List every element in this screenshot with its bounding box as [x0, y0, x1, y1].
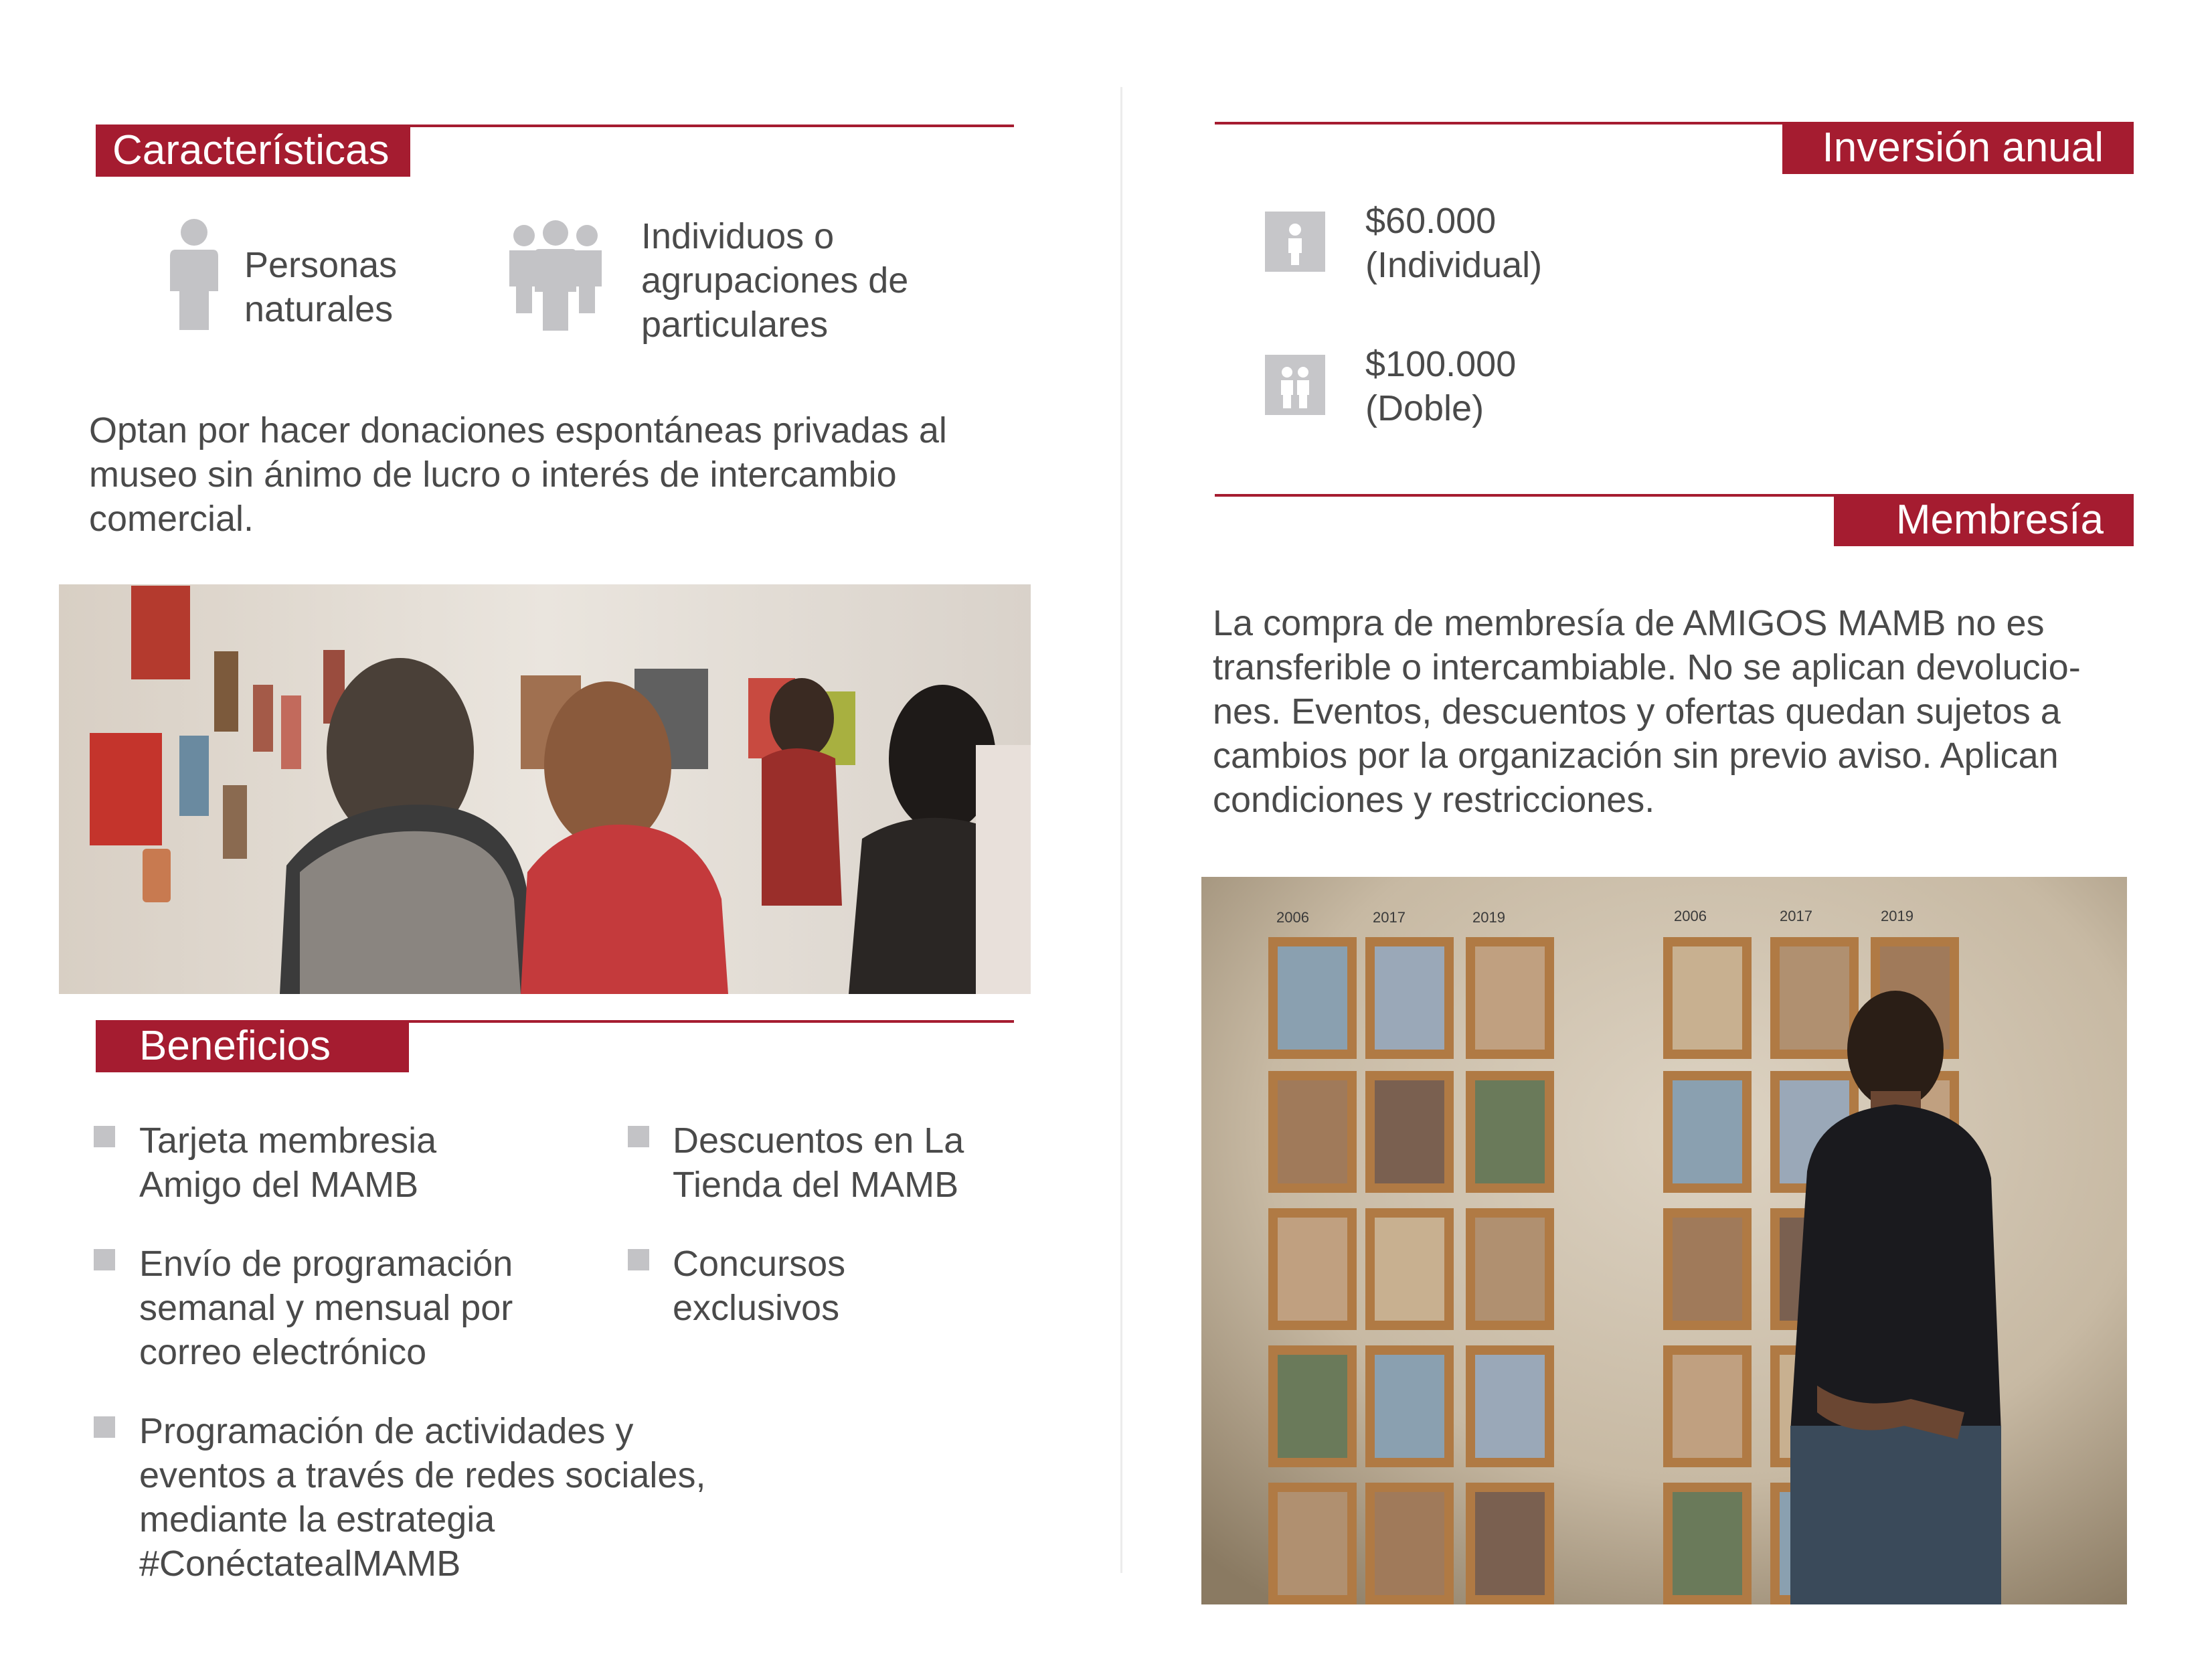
framed-photo	[1475, 1218, 1545, 1321]
bullet-icon	[94, 1416, 115, 1438]
plan-individual: $60.000 (Individual)	[1365, 201, 1543, 285]
benefit-envio: Envío de programación semanal y mensual por correo electrónico	[139, 1244, 513, 1372]
benefit-concursos: Concursos exclusivos	[673, 1244, 846, 1328]
framed-photo	[1375, 1355, 1444, 1458]
framed-photo	[1673, 1080, 1742, 1183]
framed-photo	[1673, 1492, 1742, 1595]
beneficios-heading: Beneficios	[96, 1020, 409, 1072]
single-person-icon	[1265, 212, 1325, 272]
caracteristicas-heading: Características	[96, 125, 410, 177]
year-label: 2017	[1373, 909, 1406, 926]
membresia-paragraph: La compra de membresía de AMIGOS MAMB no es transferible o intercambiable. No se aplican devolucio- nes. Eventos, descuentos y ofertas quedan sujetos a cambios por la organización sin previo aviso. Aplican condiciones y restricciones.	[1213, 603, 2081, 820]
person-icon	[167, 218, 221, 331]
framed-photo	[1475, 1355, 1545, 1458]
bullet-icon	[94, 1126, 115, 1147]
membresia-heading: Membresía	[1834, 494, 2134, 546]
year-label: 2019	[1881, 908, 1913, 924]
benefit-tarjeta: Tarjeta membresia Amigo del MAMB	[139, 1121, 437, 1205]
inversion-heading: Inversión anual	[1782, 122, 2134, 174]
benefit-programacion: Programación de actividades y eventos a través de redes sociales, mediante la estrategia #ConéctatealMAMB	[139, 1411, 706, 1584]
framed-photo	[1375, 1218, 1444, 1321]
framed-photo	[1375, 1492, 1444, 1595]
bullet-icon	[628, 1249, 649, 1270]
framed-photo	[1673, 946, 1742, 1050]
char-item-1: Personas naturales	[244, 245, 398, 329]
framed-photo	[1673, 1355, 1742, 1458]
framed-photo	[1475, 1492, 1545, 1595]
framed-photo	[1475, 1080, 1545, 1183]
framed-photo	[1475, 946, 1545, 1050]
caracteristicas-paragraph: Optan por hacer donaciones espontáneas privadas al museo sin ánimo de lucro o interés de intercambio comercial.	[89, 410, 947, 539]
framed-photo	[1278, 1218, 1347, 1321]
framed-photo	[1780, 946, 1849, 1050]
year-label: 2006	[1674, 908, 1707, 924]
framed-photo	[1375, 1080, 1444, 1183]
framed-photo	[1375, 946, 1444, 1050]
two-persons-icon	[1265, 355, 1325, 415]
year-label: 2006	[1276, 909, 1309, 926]
framed-photo	[1278, 1355, 1347, 1458]
bullet-icon	[94, 1249, 115, 1270]
year-label: 2019	[1472, 909, 1505, 926]
exhibition-photo	[1201, 877, 2127, 1604]
framed-photo	[1278, 1080, 1347, 1183]
framed-photo	[1278, 1492, 1347, 1595]
plan-doble: $100.000 (Doble)	[1365, 344, 1517, 428]
year-label: 2017	[1780, 908, 1812, 924]
bullet-icon	[628, 1126, 649, 1147]
framed-photo	[1673, 1218, 1742, 1321]
char-item-2: Individuos o agrupaciones de particulares	[641, 216, 909, 345]
group-icon	[505, 220, 606, 332]
gallery-visitors-photo	[59, 584, 1031, 994]
benefit-descuentos: Descuentos en La Tienda del MAMB	[673, 1121, 964, 1205]
framed-photo	[1278, 946, 1347, 1050]
page-divider	[1120, 87, 1122, 1573]
